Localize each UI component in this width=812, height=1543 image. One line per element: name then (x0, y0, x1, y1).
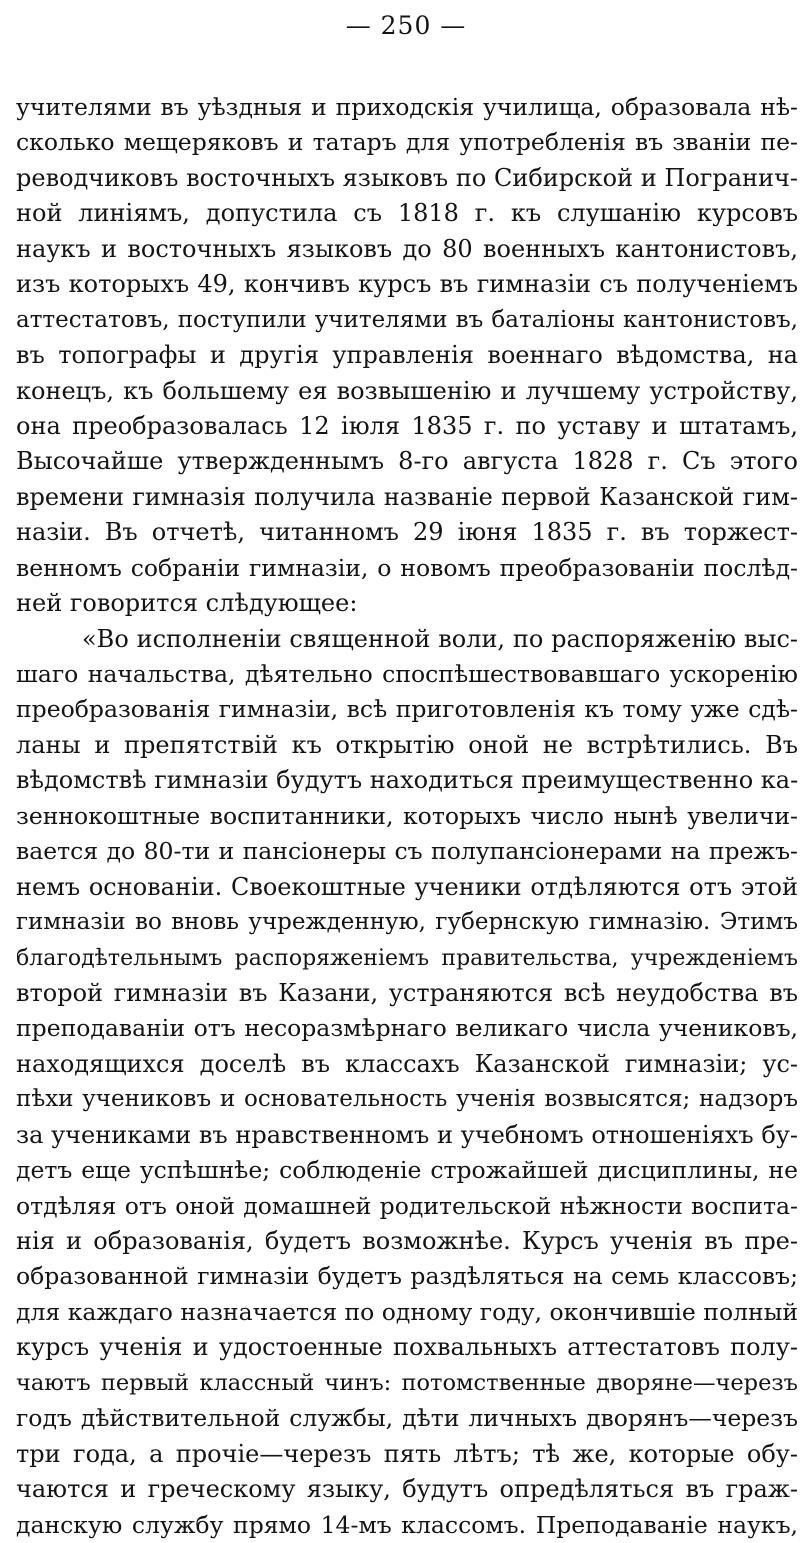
text-line: отдѣляя отъ оной домашней родительской нѣжности воспита- (16, 1191, 798, 1220)
text-line: курсъ ученія и удостоенные похвальныхъ аттестатовъ полу- (16, 1333, 798, 1362)
text-line: аттестатовъ, поступили учителями въ баталіоны кантонистовъ, (16, 306, 798, 333)
text-line: три года, а прочіе—черезъ пять лѣтъ; тѣ же, которые обу- (16, 1439, 798, 1468)
text-line: въ топографы и другія управленія военнаго вѣдомства, на (16, 341, 798, 370)
text-line: пѣхи учениковъ и основательность ученія возвысятся; надзоръ (16, 1086, 798, 1113)
text-line: вѣдомствѣ гимназіи будутъ находиться преимущественно ка- (16, 766, 798, 795)
text-line: преобразованія гимназіи, всѣ приготовленія къ тому уже сдѣ- (16, 695, 798, 724)
text-line: за учениками въ нравственномъ и учебномъ отношеніяхъ бу- (16, 1120, 798, 1149)
text-line: находящихся доселѣ въ классахъ Казанской гимназіи; ус- (16, 1049, 798, 1078)
text-line: времени гимназія получила названіе первой Казанской гим- (16, 482, 798, 511)
paragraph-end-line: ней говорится слѣдующее: (16, 589, 358, 618)
quote-first-line: «Во исполненіи священной воли, по распоряженію выс- (82, 624, 798, 653)
text-line: чаются и греческому языку, будутъ опредѣляться въ граж- (16, 1475, 798, 1504)
text-line: реводчиковъ восточныхъ языковъ по Сибирской и Погранич- (16, 163, 798, 192)
text-line: преподаваніи отъ несоразмѣрнаго великаго числа учениковъ, (16, 1014, 798, 1043)
text-line: Высочайше утвержденнымъ 8-го августа 1828 г. Съ этого (16, 447, 798, 476)
text-line: благодѣтельнымъ распоряженіемъ правительства, учрежденіемъ (16, 945, 798, 971)
text-line: сколько мещеряковъ и татаръ для употребленія въ званіи пе- (16, 128, 798, 157)
text-line: нія и образованія, будетъ возможнѣе. Курсъ ученія въ пре- (16, 1227, 798, 1255)
page-number: — 250 — (345, 11, 467, 40)
text-line: вается до 80-ти и пансіонеры съ полупансіонерами на прежъ- (16, 837, 798, 866)
text-line: наукъ и восточныхъ языковъ до 80 военныхъ кантонистовъ, (16, 234, 798, 263)
text-line: назіи. Въ отчетѣ, читанномъ 29 іюня 1835 г. въ торжест- (16, 518, 798, 547)
text-line: шаго начальства, дѣятельно споспѣшествовавшаго ускоренію (16, 660, 798, 688)
text-line: изъ которыхъ 49, кончивъ курсъ въ гимназіи съ полученіемъ (16, 270, 798, 299)
text-line: учителями въ уѣздныя и приходскія училища, образовала нѣ- (16, 93, 798, 121)
text-line: венномъ собраніи гимназіи, о новомъ преобразованіи послѣд- (16, 553, 798, 582)
text-line: ной линіямъ, допустила съ 1818 г. къ слушанію курсовъ (16, 199, 798, 228)
text-line: детъ еще успѣшнѣе; соблюденіе строжайшей дисциплины, не (16, 1156, 798, 1185)
text-line: для каждаго назначается по одному году, окончившіе полный (16, 1297, 798, 1326)
text-line: чаютъ первый классный чинъ: потомственные дворяне—черезъ (16, 1369, 798, 1396)
text-line: образованной гимназіи будетъ раздѣляться на семь классовъ; (16, 1262, 798, 1291)
text-line: она преобразовалась 12 іюля 1835 г. по уставу и штатамъ, (16, 411, 798, 440)
text-line: второй гимназіи въ Казани, устраняются всѣ неудобства въ (16, 978, 798, 1007)
text-line: зеннокоштные воспитанники, которыхъ число нынѣ увеличи- (16, 801, 798, 830)
text-line: гимназіи во вновь учрежденную, губернскую гимназію. Этимъ (16, 909, 798, 936)
text-line: данскую службу прямо 14-мъ классомъ. Преподаваніе наукъ, (16, 1510, 798, 1539)
body-text (16, 90, 798, 1543)
text-line: ланы и препятствій къ открытію оной не встрѣтились. Въ (16, 730, 798, 759)
text-line: немъ основаніи. Своекоштные ученики отдѣляются отъ этой (16, 872, 798, 901)
text-line: конецъ, къ большему ея возвышенію и лучшему устройству, (16, 376, 798, 405)
text-line: годъ дѣйствительной службы, дѣти личныхъ дворянъ—черезъ (16, 1404, 798, 1433)
